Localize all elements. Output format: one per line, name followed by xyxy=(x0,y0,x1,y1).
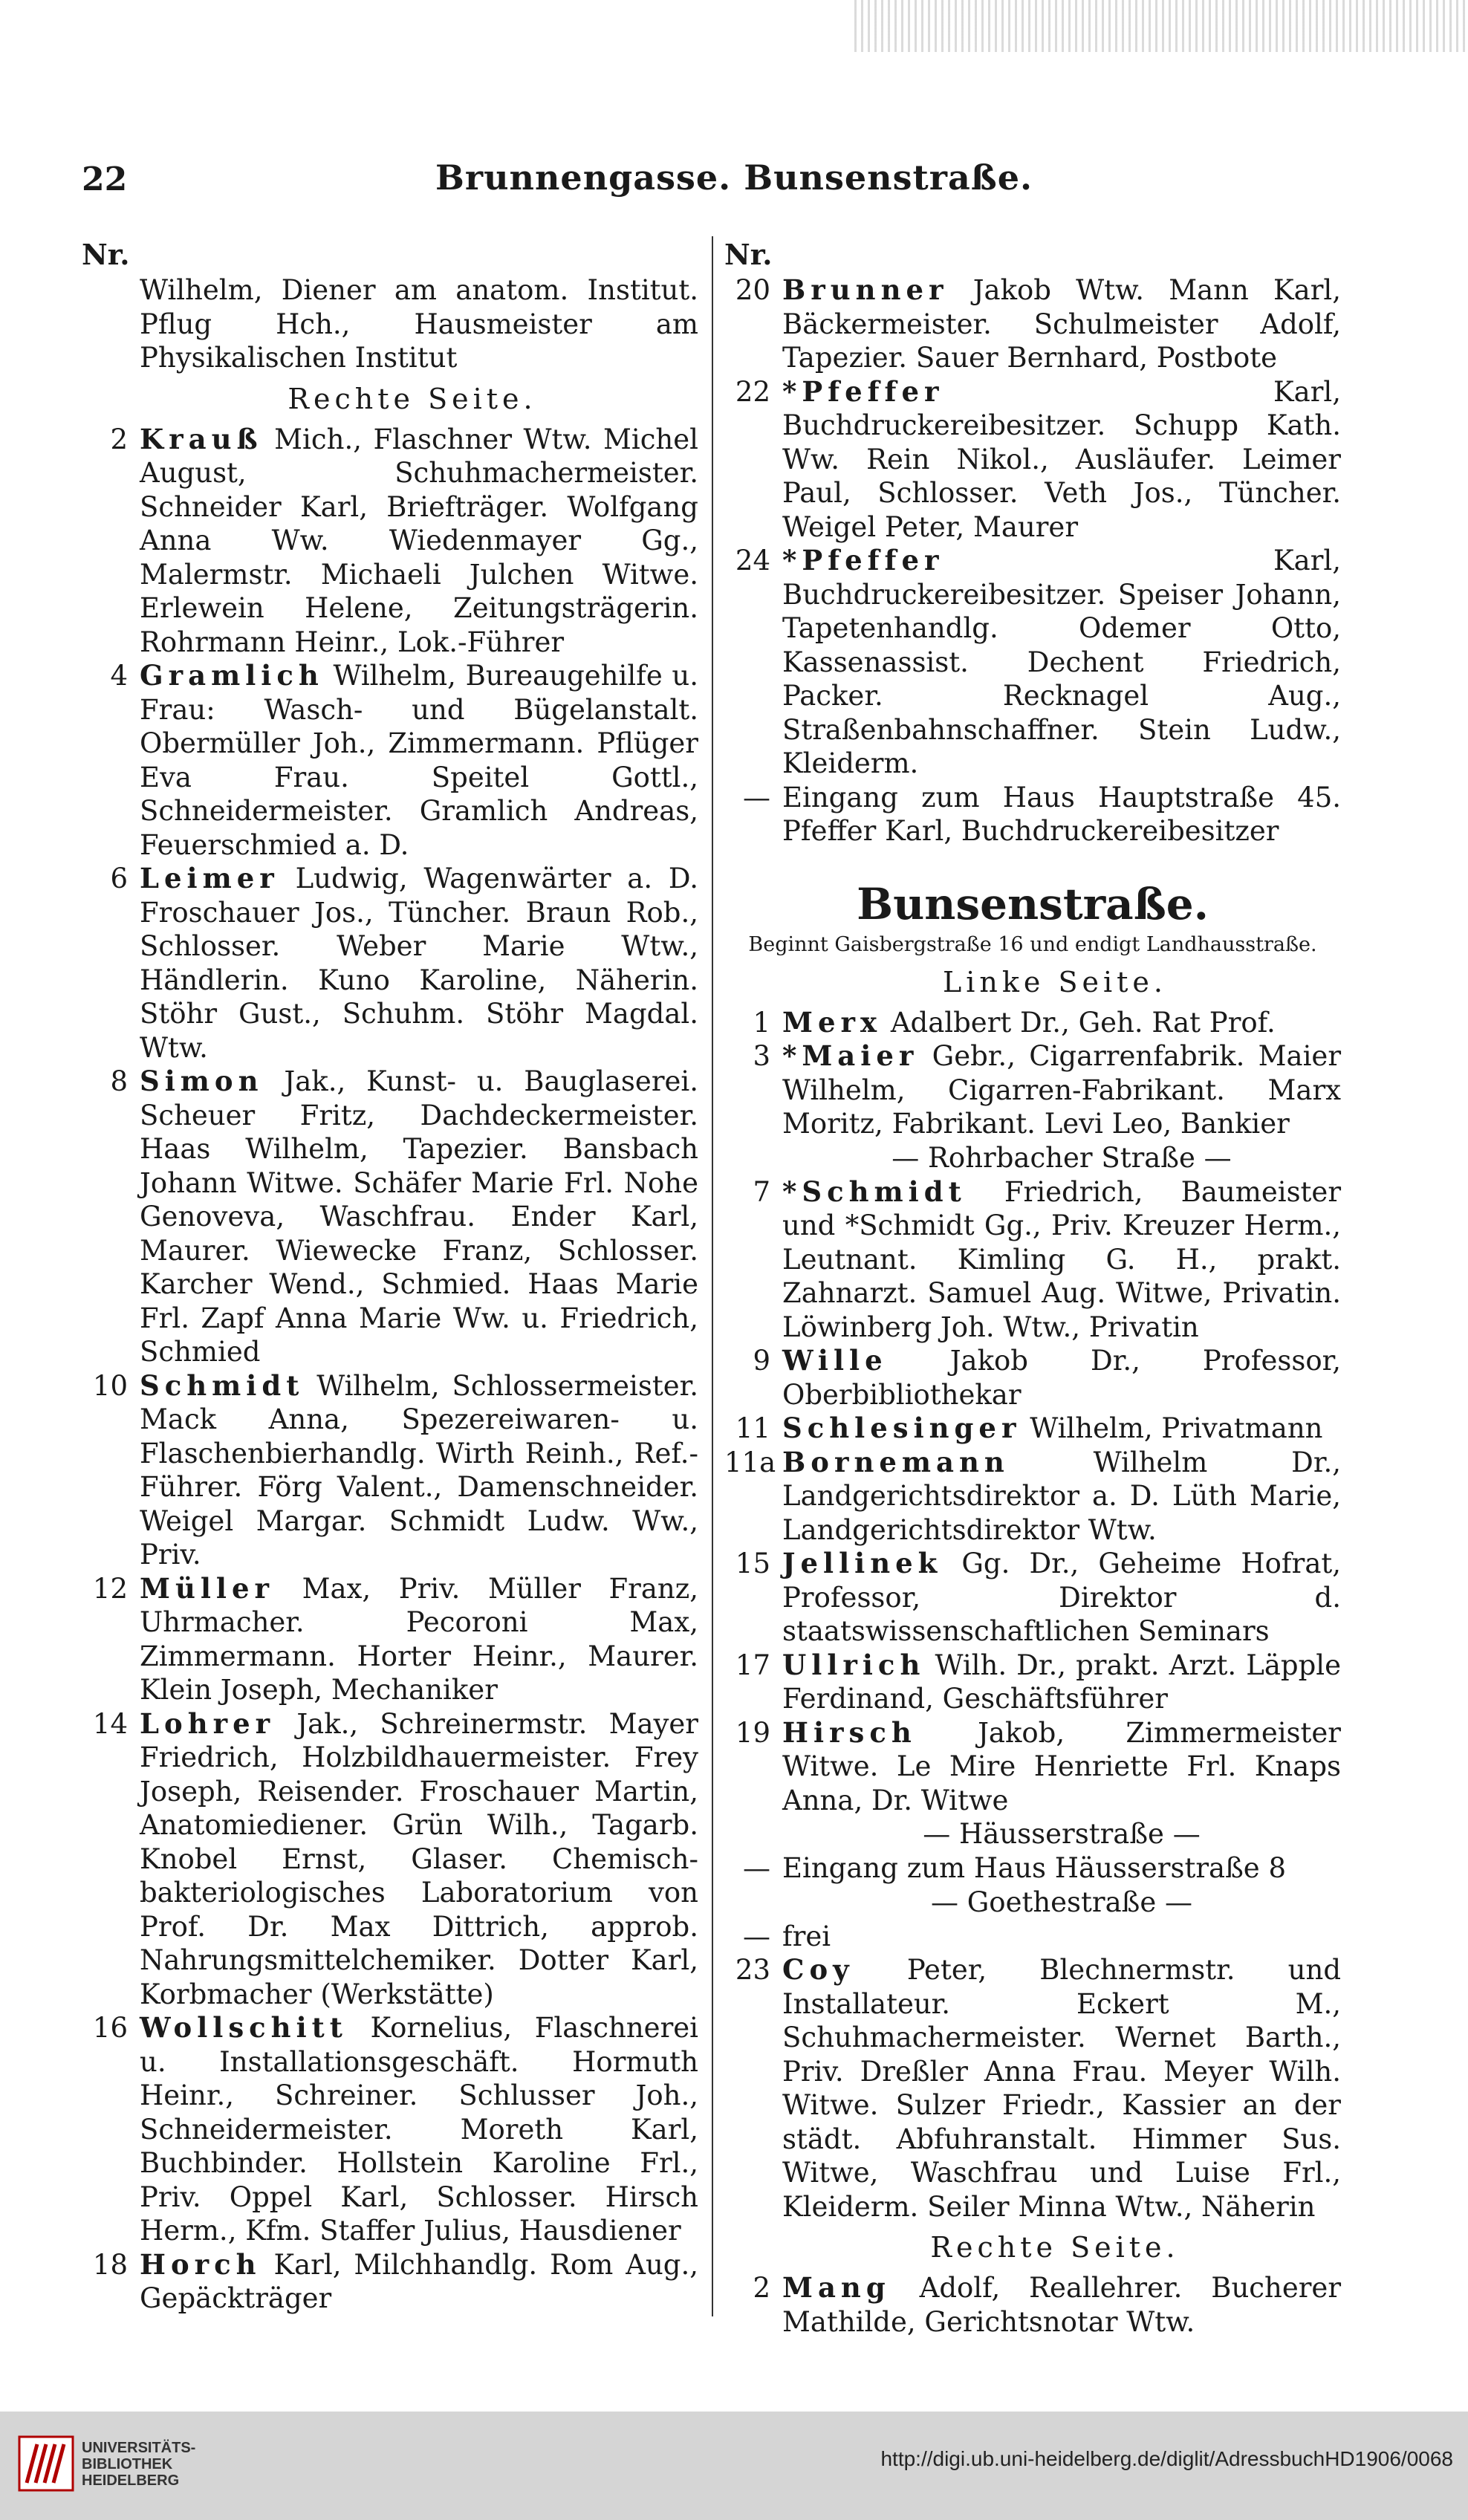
house-number: 6 xyxy=(110,863,128,894)
library-name: UNIVERSITÄTS- BIBLIOTHEK HEIDELBERG xyxy=(82,2440,196,2489)
house-number: 11 xyxy=(735,1412,770,1444)
entry-text: Mich., Flaschner Wtw. Michel August, Schuhmachermeister. Schneider Karl, Briefträger. Wolfgang Anna Ww. Wiedenmayer Gg., Malermstr. Michaeli Julchen Witwe. Erlewein Helene, Zeitungsträgerin. Rohrmann Heinr., Lok.-Führer xyxy=(140,423,698,658)
resident-name: Schmidt xyxy=(140,1368,305,1402)
resident-name: Simon xyxy=(140,1065,264,1097)
house-number: 3 xyxy=(753,1040,770,1072)
list-item xyxy=(82,862,698,1065)
entry-text: Wilhelm Dr., Landgerichtsdirektor a. D. Lüth Marie, Landgerichtsdirektor Wtw. xyxy=(782,1446,1341,1546)
entry-text: Jakob, Zimmermeister Witwe. Le Mire Henriette Frl. Knaps Anna, Dr. Witwe xyxy=(782,1716,1341,1816)
list-item xyxy=(82,1369,698,1572)
list-item xyxy=(82,2248,698,2316)
list-item xyxy=(724,1716,1341,1818)
list-item xyxy=(82,273,698,375)
house-number: 23 xyxy=(735,1954,770,1986)
resident-name: *Pfeffer xyxy=(782,544,944,577)
house-number: — xyxy=(743,1852,770,1884)
entry-text: Adalbert Dr., Geh. Rat Prof. xyxy=(890,1006,1276,1039)
scan-edge-noise xyxy=(854,0,1468,52)
house-number: 11a xyxy=(724,1446,776,1478)
resident-name: *Pfeffer xyxy=(782,374,944,408)
resident-name: Krauß xyxy=(140,422,263,455)
resident-name: Gramlich xyxy=(140,659,324,692)
entry-text: Jak., Kunst- u. Bauglaserei. Scheuer Fritz, Dachdeckermeister. Haas Wilhelm, Tapezier. Bansbach Johann Witwe. Schäfer Marie Frl. Nohe Genoveva, Waschfrau. Ender Karl, Maurer. Wiewecke Franz, Schlosser. Karcher Wend., Schmied. Haas Marie Frl. Zapf Anna Marie Ww. u. Friedrich, Schmied xyxy=(140,1065,698,1368)
entry-text: Eingang zum Haus Häusserstraße 8 xyxy=(782,1852,1286,1884)
entry-text: Wilhelm, Schlossermeister. Mack Anna, Spezereiwaren- u. Flaschenbierhandlg. Wirth Reinh., Ref.-Führer. Förg Valent., Damenschneider. Weigel Margar. Schmidt Ludw. Ww., Priv. xyxy=(140,1369,699,1571)
house-number: — xyxy=(743,781,770,814)
house-number: 2 xyxy=(110,423,128,455)
resident-name: Merx xyxy=(782,1005,883,1039)
list-item xyxy=(724,1953,1341,2224)
page-number: 22 xyxy=(82,160,128,198)
list-item xyxy=(724,375,1341,545)
resident-name: Ullrich xyxy=(782,1648,926,1681)
house-number: 18 xyxy=(92,2248,128,2281)
list-item xyxy=(724,273,1341,375)
list-item xyxy=(724,544,1341,781)
list-item xyxy=(82,1572,698,1707)
resident-name: Horch xyxy=(140,2247,262,2281)
house-number: 14 xyxy=(92,1707,128,1740)
entry-text: Karl, Buchdruckereibesitzer. Schupp Kath. Ww. Rein Nikol., Ausläufer. Leimer Paul, Schlosser. Veth Jos., Tüncher. Weigel Peter, Maurer xyxy=(782,375,1341,543)
entry-text: Karl, Milchhandlg. Rom Aug., Gepäckträger xyxy=(140,2248,698,2314)
entry-text: Ludwig, Wagenwärter a. D. Froschauer Jos., Tüncher. Braun Rob., Schlosser. Weber Marie Wtw., Händlerin. Kuno Karoline, Näherin. Stöhr Gust., Schuhm. Stöhr Magdal. Wtw. xyxy=(140,863,699,1064)
left-column xyxy=(82,238,698,2316)
list-item xyxy=(724,1006,1341,1040)
house-number: 2 xyxy=(753,2272,770,2304)
resident-name: *Maier xyxy=(782,1039,919,1072)
list-item xyxy=(724,1649,1341,1716)
entry-text: Peter, Blechnermstr. und Installateur. Eckert M., Schuhmachermeister. Wernet Barth., Priv. Dreßler Anna Frau. Meyer Wilh. Witwe. Sulzer Friedr., Kassier an der städt. Abfuhranstalt. Himmer Sus. Witwe, Waschfrau und Luise Frl., Kleiderm. Seiler Minna Wtw., Näherin xyxy=(782,1954,1342,2223)
cross-street-label: — Rohrbacher Straße — xyxy=(891,1141,1232,1174)
entry-text: Jakob Dr., Professor, Oberbibliothekar xyxy=(782,1345,1341,1411)
house-number xyxy=(82,273,140,375)
right-column xyxy=(724,238,1341,2339)
resident-name: Brunner xyxy=(782,273,949,306)
entry-text: Jak., Schreinermstr. Mayer Friedrich, Holzbildhauermeister. Frey Joseph, Reisender. Froschauer Martin, Anatomiediener. Grün Wilh., Tagarb. Knobel Ernst, Glaser. Chemisch-bakteriologisches Laboratorium von Prof. Dr. Max Dittrich, approb. Nahrungsmittelchemiker. Dotter Karl, Korbmacher (Werkstätte) xyxy=(140,1707,698,2010)
resident-name: Coy xyxy=(782,1953,854,1986)
house-number: 9 xyxy=(753,1345,770,1377)
resident-name: Jellinek xyxy=(782,1547,943,1579)
entry-text: Kornelius, Flaschnerei u. Installationsgeschäft. Hormuth Heinr., Schreiner. Schlusser Joh., Schneidermeister. Moreth Karl, Buchbinder. Hollstein Karoline Frl., Priv. Oppel Karl, Schlosser. Hirsch Herm., Kfm. Staffer Julius, Hausdiener xyxy=(140,2012,698,2247)
house-number: 10 xyxy=(92,1369,128,1402)
cross-street-label: — Goethestraße — xyxy=(930,1886,1193,1918)
nr-label: Nr. xyxy=(82,238,130,271)
list-item xyxy=(724,781,1341,848)
entry-text: Wilhelm, Diener am anatom. Institut. Pflug Hch., Hausmeister am Physikalischen Institut xyxy=(140,274,698,374)
resident-name: Mang xyxy=(782,2271,891,2304)
entry-text: Wilh. Dr., prakt. Arzt. Läpple Ferdinand, Geschäftsführer xyxy=(782,1649,1341,1715)
house-number: 12 xyxy=(92,1572,128,1605)
entry-text: Adolf, Reallehrer. Bucherer Mathilde, Gerichtsnotar Wtw. xyxy=(782,2272,1342,2338)
resident-name: Leimer xyxy=(140,862,279,894)
house-number: 8 xyxy=(110,1065,128,1097)
resident-name: Hirsch xyxy=(782,1715,917,1749)
resident-name: Bornemann xyxy=(782,1445,1010,1478)
house-number: 16 xyxy=(92,2012,128,2044)
list-item xyxy=(724,1344,1341,1412)
house-number: 7 xyxy=(753,1175,770,1208)
house-number: 15 xyxy=(735,1548,770,1579)
list-item xyxy=(724,1851,1341,1886)
house-number: 22 xyxy=(735,375,770,408)
list-item xyxy=(82,2011,698,2248)
list-item xyxy=(724,2271,1341,2339)
column-divider xyxy=(712,236,713,2316)
house-number: 20 xyxy=(735,274,770,306)
entry-text: Karl, Buchdruckereibesitzer. Speiser Johann, Tapetenhandlg. Odemer Otto, Kassenassist. Dechent Friedrich, Packer. Recknagel Aug., Straßenbahnschaffner. Stein Ludw., Kleiderm. xyxy=(782,545,1341,779)
list-item xyxy=(724,1547,1341,1649)
entry-text: Gg. Dr., Geheime Hofrat, Professor, Direktor d. staatswissenschaftlichen Seminars xyxy=(782,1548,1342,1647)
entry-text: Wilhelm, Privatmann xyxy=(1030,1412,1323,1444)
resident-name: Wollschitt xyxy=(140,2011,348,2044)
entry-text: Jakob Wtw. Mann Karl, Bäckermeister. Schulmeister Adolf, Tapezier. Sauer Bernhard, Postbote xyxy=(782,274,1341,374)
entry-text: Gebr., Cigarrenfabrik. Maier Wilhelm, Cigarren-Fabrikant. Marx Moritz, Fabrikant. Levi Leo, Bankier xyxy=(782,1040,1342,1140)
house-number: 1 xyxy=(753,1006,770,1039)
section-heading-left-side: Linke Seite. xyxy=(943,965,1167,998)
list-item xyxy=(82,423,698,660)
resident-name: Schlesinger xyxy=(782,1412,1022,1444)
section-heading-right-side: Rechte Seite. xyxy=(288,382,537,415)
nr-label: Nr. xyxy=(724,238,773,271)
source-url-link[interactable]: http://digi.ub.uni-heidelberg.de/diglit/AdressbuchHD1906/0068 xyxy=(880,2447,1453,2470)
house-number: 24 xyxy=(735,545,770,577)
house-number: — xyxy=(743,1920,770,1952)
list-item xyxy=(724,1446,1341,1548)
list-item xyxy=(724,1920,1341,1954)
entry-text: Max, Priv. Müller Franz, Uhrmacher. Pecoroni Max, Zimmermann. Horter Heinr., Maurer. Klein Joseph, Mechaniker xyxy=(140,1572,698,1706)
street-heading: Bunsenstraße. xyxy=(857,878,1209,929)
entry-text: Eingang zum Haus Hauptstraße 45. Pfeffer Karl, Buchdruckereibesitzer xyxy=(782,781,1341,847)
list-item xyxy=(82,1707,698,2012)
cross-street-label: — Häusserstraße — xyxy=(923,1818,1201,1850)
resident-name: Lohrer xyxy=(140,1706,276,1740)
footer-bar xyxy=(0,2412,1468,2520)
house-number: 19 xyxy=(735,1716,770,1749)
resident-name: Wille xyxy=(782,1344,888,1377)
house-number: 4 xyxy=(110,660,128,692)
entry-text: frei xyxy=(782,1920,831,1952)
list-item xyxy=(724,1039,1341,1141)
list-item xyxy=(82,1065,698,1369)
resident-name: Müller xyxy=(140,1571,275,1605)
list-item xyxy=(724,1412,1341,1446)
resident-name: *Schmidt xyxy=(782,1175,967,1208)
list-item xyxy=(82,659,698,862)
university-library-logo-icon xyxy=(16,2434,76,2493)
house-number: 17 xyxy=(735,1649,770,1681)
section-heading-right-side: Rechte Seite. xyxy=(930,2231,1180,2264)
entry-text: Friedrich, Baumeister und *Schmidt Gg., Priv. Kreuzer Herm., Leutnant. Kimling G. H., prakt. Zahnarzt. Samuel Aug. Witwe, Privatin. Löwinberg Joh. Wtw., Privatin xyxy=(782,1175,1342,1343)
street-subtitle: Beginnt Gaisbergstraße 16 und endigt Landhausstraße. xyxy=(748,932,1317,956)
list-item xyxy=(724,1175,1341,1345)
entry-text: Wilhelm, Bureaugehilfe u. Frau: Wasch- und Bügelanstalt. Obermüller Joh., Zimmermann. Pflüger Eva Frau. Speitel Gottl., Schneidermeister. Gramlich Andreas, Feuerschmied a. D. xyxy=(140,660,699,861)
page-title: Brunnengasse. Bunsenstraße. xyxy=(435,158,1033,198)
